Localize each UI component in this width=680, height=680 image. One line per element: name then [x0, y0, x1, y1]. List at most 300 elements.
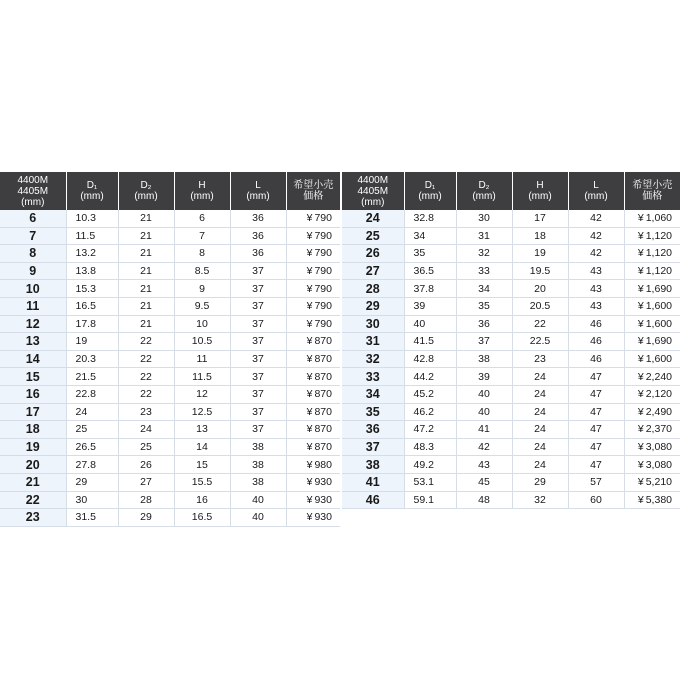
h-cell: 24 — [512, 438, 568, 456]
d2-cell: 29 — [118, 509, 174, 527]
d1-cell: 24 — [66, 403, 118, 421]
d1-cell: 59.1 — [404, 491, 456, 509]
d2-cell: 35 — [456, 297, 512, 315]
d2-cell: 43 — [456, 456, 512, 474]
header-line: (mm) — [21, 196, 45, 208]
price-cell — [286, 227, 340, 245]
d2-cell: 27 — [118, 473, 174, 491]
l-cell: 47 — [568, 456, 624, 474]
price-cell — [624, 403, 680, 421]
price-value: 5,210 — [645, 476, 672, 489]
price-cell — [624, 421, 680, 439]
price-cell — [286, 245, 340, 263]
price-cell — [624, 491, 680, 509]
currency-symbol: ¥ — [637, 441, 644, 454]
currency-symbol: ¥ — [637, 335, 644, 348]
table-row — [0, 280, 340, 298]
price-cell — [624, 473, 680, 491]
d2-cell: 28 — [118, 491, 174, 509]
size-cell: 14 — [0, 350, 66, 368]
h-cell: 14 — [174, 438, 230, 456]
table-row — [0, 227, 340, 245]
price-cell — [286, 368, 340, 386]
size-cell: 34 — [342, 385, 404, 403]
price-cell — [624, 333, 680, 351]
price-cell — [286, 333, 340, 351]
size-cell: 21 — [0, 473, 66, 491]
size-cell: 22 — [0, 491, 66, 509]
d1-cell: 31.5 — [66, 509, 118, 527]
price-value: 790 — [314, 247, 332, 260]
h-cell: 10 — [174, 315, 230, 333]
h-cell: 6 — [174, 210, 230, 227]
d1-cell: 35 — [404, 245, 456, 263]
d1-cell: 16.5 — [66, 297, 118, 315]
l-cell: 46 — [568, 350, 624, 368]
currency-symbol: ¥ — [637, 353, 644, 366]
currency-symbol: ¥ — [637, 423, 644, 436]
header-h — [174, 172, 230, 210]
currency-symbol: ¥ — [637, 388, 644, 401]
l-cell: 37 — [230, 280, 286, 298]
currency-symbol: ¥ — [306, 317, 313, 330]
l-cell: 36 — [230, 210, 286, 227]
header-line: 4405M — [357, 185, 389, 197]
currency-symbol: ¥ — [306, 388, 313, 401]
price-value: 1,060 — [645, 212, 672, 225]
d2-cell: 21 — [118, 245, 174, 263]
l-cell: 47 — [568, 368, 624, 386]
d1-cell: 36.5 — [404, 262, 456, 280]
d2-cell: 21 — [118, 297, 174, 315]
d2-cell: 24 — [118, 421, 174, 439]
h-cell: 23 — [512, 350, 568, 368]
price-cell — [286, 350, 340, 368]
d1-cell: 10.3 — [66, 210, 118, 227]
h-cell: 20.5 — [512, 297, 568, 315]
currency-symbol: ¥ — [306, 212, 313, 225]
price-value: 870 — [314, 370, 332, 383]
h-cell: 10.5 — [174, 333, 230, 351]
table-row — [342, 456, 680, 474]
header-row — [0, 172, 340, 210]
price-cell — [286, 403, 340, 421]
table-row — [0, 456, 340, 474]
price-value: 1,600 — [645, 353, 672, 366]
header-line: D₁ — [424, 180, 436, 191]
currency-symbol: ¥ — [306, 458, 313, 471]
table-row — [342, 385, 680, 403]
d1-cell: 49.2 — [404, 456, 456, 474]
l-cell: 43 — [568, 280, 624, 298]
price-cell — [624, 438, 680, 456]
table-row — [0, 333, 340, 351]
header-line: (mm) — [584, 191, 608, 202]
price-value: 790 — [314, 212, 332, 225]
h-cell: 11.5 — [174, 368, 230, 386]
d2-cell: 21 — [118, 227, 174, 245]
table-row — [342, 297, 680, 315]
price-value: 3,080 — [645, 441, 672, 454]
header-d1 — [66, 172, 118, 210]
size-cell: 37 — [342, 438, 404, 456]
h-cell: 13 — [174, 421, 230, 439]
table-row — [342, 262, 680, 280]
h-cell: 24 — [512, 403, 568, 421]
d2-cell: 22 — [118, 385, 174, 403]
price-cell — [286, 210, 340, 227]
header-line: 価格 — [642, 191, 663, 202]
price-value: 2,240 — [645, 370, 672, 383]
d1-cell: 13.2 — [66, 245, 118, 263]
l-cell: 46 — [568, 333, 624, 351]
spec-table-left — [0, 172, 340, 527]
size-cell: 31 — [342, 333, 404, 351]
currency-symbol: ¥ — [637, 247, 644, 260]
d2-cell: 25 — [118, 438, 174, 456]
l-cell: 37 — [230, 403, 286, 421]
header-d1 — [404, 172, 456, 210]
price-cell — [624, 210, 680, 227]
table-row — [342, 315, 680, 333]
price-cell — [286, 385, 340, 403]
h-cell: 8.5 — [174, 262, 230, 280]
price-cell — [286, 491, 340, 509]
table-row — [0, 245, 340, 263]
size-cell: 7 — [0, 227, 66, 245]
d1-cell: 53.1 — [404, 473, 456, 491]
price-value: 870 — [314, 441, 332, 454]
price-cell — [624, 280, 680, 298]
h-cell: 15 — [174, 456, 230, 474]
d1-cell: 13.8 — [66, 262, 118, 280]
currency-symbol: ¥ — [306, 247, 313, 260]
size-cell: 38 — [342, 456, 404, 474]
header-line: D₂ — [478, 180, 490, 191]
size-cell: 13 — [0, 333, 66, 351]
header-line: H — [198, 180, 206, 191]
h-cell: 20 — [512, 280, 568, 298]
d1-cell: 19 — [66, 333, 118, 351]
h-cell: 9.5 — [174, 297, 230, 315]
header-line: (mm) — [80, 191, 104, 202]
l-cell: 37 — [230, 333, 286, 351]
h-cell: 22.5 — [512, 333, 568, 351]
price-value: 2,490 — [645, 405, 672, 418]
price-cell — [624, 350, 680, 368]
d2-cell: 22 — [118, 333, 174, 351]
l-cell: 37 — [230, 315, 286, 333]
spec-table-right-body — [342, 210, 680, 509]
l-cell: 38 — [230, 438, 286, 456]
price-value: 870 — [314, 423, 332, 436]
price-value: 1,690 — [645, 282, 672, 295]
currency-symbol: ¥ — [306, 282, 313, 295]
price-value: 790 — [314, 317, 332, 330]
h-cell: 22 — [512, 315, 568, 333]
currency-symbol: ¥ — [637, 493, 644, 506]
d2-cell: 26 — [118, 456, 174, 474]
d2-cell: 41 — [456, 421, 512, 439]
currency-symbol: ¥ — [637, 300, 644, 313]
d2-cell: 21 — [118, 262, 174, 280]
table-row — [0, 473, 340, 491]
size-cell: 15 — [0, 368, 66, 386]
header-line: (mm) — [418, 191, 442, 202]
d2-cell: 22 — [118, 368, 174, 386]
price-value: 1,120 — [645, 247, 672, 260]
header-l — [230, 172, 286, 210]
d2-cell: 36 — [456, 315, 512, 333]
d2-cell: 40 — [456, 403, 512, 421]
price-value: 1,600 — [645, 300, 672, 313]
price-cell — [286, 421, 340, 439]
price-cell — [624, 227, 680, 245]
size-cell: 30 — [342, 315, 404, 333]
table-row — [342, 333, 680, 351]
d1-cell: 22.8 — [66, 385, 118, 403]
l-cell: 37 — [230, 385, 286, 403]
currency-symbol: ¥ — [637, 212, 644, 225]
l-cell: 40 — [230, 491, 286, 509]
currency-symbol: ¥ — [306, 441, 313, 454]
price-cell — [286, 315, 340, 333]
l-cell: 36 — [230, 245, 286, 263]
d1-cell: 11.5 — [66, 227, 118, 245]
l-cell: 38 — [230, 456, 286, 474]
table-row — [342, 421, 680, 439]
d1-cell: 39 — [404, 297, 456, 315]
d2-cell: 37 — [456, 333, 512, 351]
price-cell — [286, 297, 340, 315]
d2-cell: 39 — [456, 368, 512, 386]
table-row — [342, 491, 680, 509]
currency-symbol: ¥ — [637, 265, 644, 278]
header-line: (mm) — [528, 191, 552, 202]
size-cell: 17 — [0, 403, 66, 421]
l-cell: 42 — [568, 245, 624, 263]
size-cell: 23 — [0, 509, 66, 527]
size-cell: 11 — [0, 297, 66, 315]
currency-symbol: ¥ — [306, 353, 313, 366]
l-cell: 37 — [230, 350, 286, 368]
table-row — [0, 421, 340, 439]
d1-cell: 37.8 — [404, 280, 456, 298]
price-value: 790 — [314, 300, 332, 313]
size-cell: 24 — [342, 210, 404, 227]
header-row — [342, 172, 680, 210]
d2-cell: 32 — [456, 245, 512, 263]
price-cell — [286, 438, 340, 456]
size-cell: 32 — [342, 350, 404, 368]
h-cell: 32 — [512, 491, 568, 509]
price-cell — [286, 509, 340, 527]
d2-cell: 38 — [456, 350, 512, 368]
size-cell: 6 — [0, 210, 66, 227]
h-cell: 18 — [512, 227, 568, 245]
l-cell: 47 — [568, 421, 624, 439]
header-line: L — [255, 180, 261, 191]
size-cell: 29 — [342, 297, 404, 315]
size-cell: 12 — [0, 315, 66, 333]
d2-cell: 21 — [118, 315, 174, 333]
table-row — [342, 227, 680, 245]
header-line: L — [593, 180, 599, 191]
size-cell: 28 — [342, 280, 404, 298]
price-value: 870 — [314, 353, 332, 366]
price-cell — [286, 280, 340, 298]
header-line: D₂ — [140, 180, 152, 191]
size-cell: 9 — [0, 262, 66, 280]
currency-symbol: ¥ — [637, 405, 644, 418]
d1-cell: 48.3 — [404, 438, 456, 456]
table-row — [0, 509, 340, 527]
d2-cell: 21 — [118, 210, 174, 227]
table-row — [0, 350, 340, 368]
currency-symbol: ¥ — [306, 300, 313, 313]
price-cell — [624, 297, 680, 315]
size-cell: 19 — [0, 438, 66, 456]
h-cell: 16.5 — [174, 509, 230, 527]
header-line: (mm) — [472, 191, 496, 202]
l-cell: 42 — [568, 210, 624, 227]
header-size — [0, 172, 66, 210]
size-cell: 36 — [342, 421, 404, 439]
currency-symbol: ¥ — [306, 423, 313, 436]
d1-cell: 32.8 — [404, 210, 456, 227]
price-value: 1,120 — [645, 265, 672, 278]
header-line: 希望小売 — [293, 180, 334, 191]
size-cell: 26 — [342, 245, 404, 263]
d1-cell: 46.2 — [404, 403, 456, 421]
l-cell: 37 — [230, 297, 286, 315]
table-row — [342, 350, 680, 368]
d2-cell: 23 — [118, 403, 174, 421]
currency-symbol: ¥ — [637, 458, 644, 471]
d1-cell: 44.2 — [404, 368, 456, 386]
size-cell: 35 — [342, 403, 404, 421]
d1-cell: 27.8 — [66, 456, 118, 474]
h-cell: 9 — [174, 280, 230, 298]
currency-symbol: ¥ — [637, 370, 644, 383]
header-line: H — [536, 180, 544, 191]
header-line: 価格 — [303, 191, 324, 202]
size-cell: 46 — [342, 491, 404, 509]
d1-cell: 47.2 — [404, 421, 456, 439]
header-l — [568, 172, 624, 210]
h-cell: 8 — [174, 245, 230, 263]
h-cell: 24 — [512, 421, 568, 439]
header-line: (mm) — [246, 191, 270, 202]
h-cell: 24 — [512, 385, 568, 403]
d1-cell: 34 — [404, 227, 456, 245]
price-value: 870 — [314, 405, 332, 418]
price-value: 3,080 — [645, 458, 672, 471]
table-row — [0, 315, 340, 333]
header-line: 4400M — [357, 174, 389, 186]
price-cell — [624, 245, 680, 263]
d1-cell: 40 — [404, 315, 456, 333]
l-cell: 40 — [230, 509, 286, 527]
currency-symbol: ¥ — [637, 317, 644, 330]
price-value: 790 — [314, 282, 332, 295]
table-row — [0, 210, 340, 227]
currency-symbol: ¥ — [306, 493, 313, 506]
l-cell: 43 — [568, 297, 624, 315]
d1-cell: 26.5 — [66, 438, 118, 456]
header-line: (mm) — [190, 191, 214, 202]
size-cell: 33 — [342, 368, 404, 386]
price-value: 980 — [314, 458, 332, 471]
size-cell: 18 — [0, 421, 66, 439]
price-value: 5,380 — [645, 493, 672, 506]
l-cell: 57 — [568, 473, 624, 491]
currency-symbol: ¥ — [637, 282, 644, 295]
table-row — [0, 262, 340, 280]
size-cell: 10 — [0, 280, 66, 298]
l-cell: 38 — [230, 473, 286, 491]
price-value: 870 — [314, 388, 332, 401]
d2-cell: 48 — [456, 491, 512, 509]
price-value: 1,690 — [645, 335, 672, 348]
table-row — [0, 297, 340, 315]
h-cell: 7 — [174, 227, 230, 245]
price-cell — [624, 368, 680, 386]
h-cell: 12 — [174, 385, 230, 403]
d2-cell: 22 — [118, 350, 174, 368]
d1-cell: 42.8 — [404, 350, 456, 368]
price-cell — [286, 262, 340, 280]
l-cell: 37 — [230, 421, 286, 439]
currency-symbol: ¥ — [306, 370, 313, 383]
table-row — [0, 403, 340, 421]
table-row — [342, 438, 680, 456]
d1-cell: 30 — [66, 491, 118, 509]
d1-cell: 21.5 — [66, 368, 118, 386]
l-cell: 46 — [568, 315, 624, 333]
d2-cell: 40 — [456, 385, 512, 403]
size-cell: 16 — [0, 385, 66, 403]
d1-cell: 17.8 — [66, 315, 118, 333]
d2-cell: 45 — [456, 473, 512, 491]
d1-cell: 25 — [66, 421, 118, 439]
h-cell: 24 — [512, 368, 568, 386]
table-row — [342, 403, 680, 421]
l-cell: 37 — [230, 368, 286, 386]
d2-cell: 42 — [456, 438, 512, 456]
price-cell — [624, 262, 680, 280]
table-row — [342, 473, 680, 491]
header-line: 4405M — [17, 185, 49, 197]
l-cell: 47 — [568, 438, 624, 456]
header-h — [512, 172, 568, 210]
l-cell: 36 — [230, 227, 286, 245]
price-value: 930 — [314, 511, 332, 524]
d2-cell: 34 — [456, 280, 512, 298]
h-cell: 19 — [512, 245, 568, 263]
l-cell: 47 — [568, 385, 624, 403]
size-cell: 41 — [342, 473, 404, 491]
table-row — [0, 491, 340, 509]
header-price — [286, 172, 340, 210]
d1-cell: 20.3 — [66, 350, 118, 368]
h-cell: 24 — [512, 456, 568, 474]
currency-symbol: ¥ — [306, 511, 313, 524]
d1-cell: 45.2 — [404, 385, 456, 403]
header-price — [624, 172, 680, 210]
price-value: 930 — [314, 493, 332, 506]
size-cell: 20 — [0, 456, 66, 474]
